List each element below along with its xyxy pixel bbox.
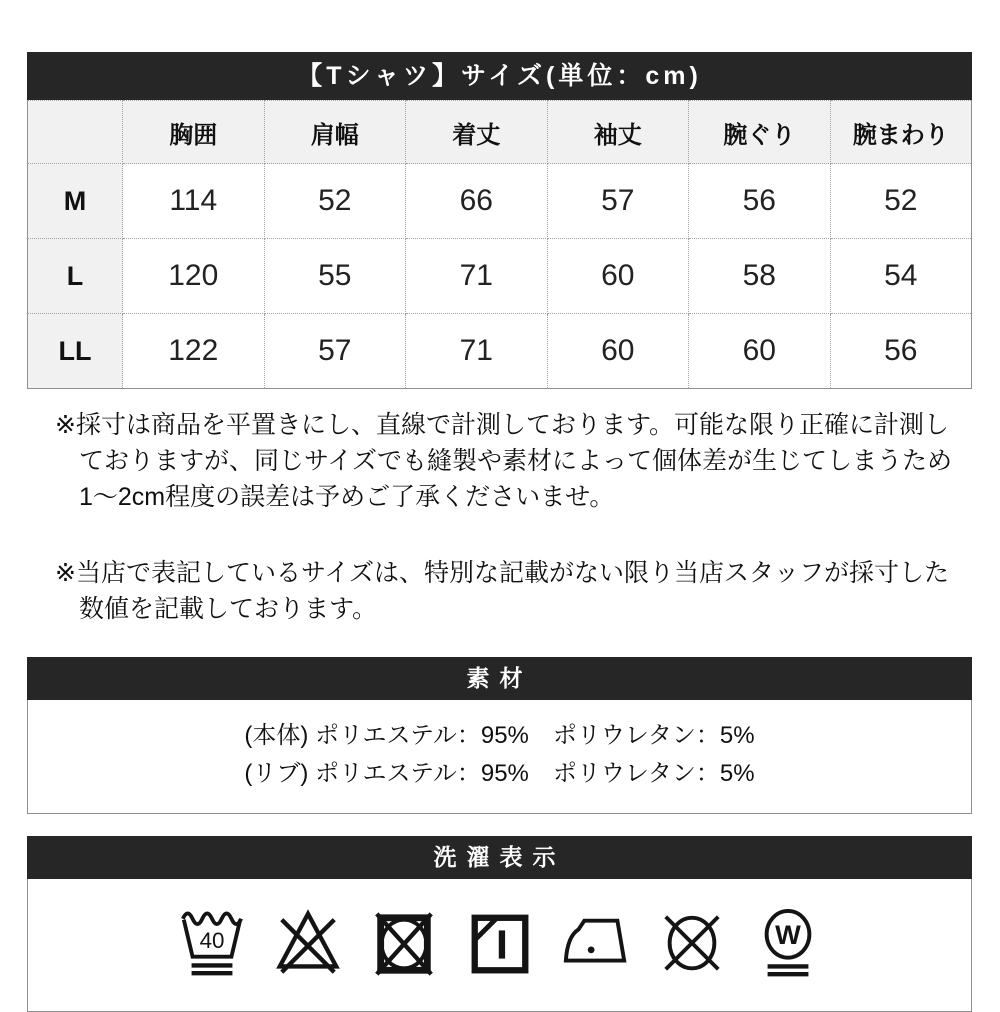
size-label: LL — [28, 314, 123, 389]
note-line: 数値を記載しております。 — [79, 595, 378, 623]
line-dry-in-shade-icon — [465, 904, 535, 986]
measurement-cell: 60 — [689, 314, 831, 389]
table-row-m — [28, 164, 972, 239]
material-line-body: (本体) ポリエステル：95% ポリウレタン：5% — [244, 722, 755, 749]
do-not-tumble-dry-icon — [369, 904, 439, 986]
measurement-cell: 66 — [406, 164, 548, 239]
note-size-source — [27, 555, 972, 627]
size-table-corner-cell — [28, 101, 123, 164]
measurement-cell: 52 — [830, 164, 972, 239]
measurement-cell: 122 — [123, 314, 265, 389]
size-table-title-bar — [27, 52, 972, 100]
table-row-ll — [28, 314, 972, 389]
care-icons-row — [27, 879, 972, 1012]
measurement-cell: 71 — [406, 314, 548, 389]
measurement-cell: 120 — [123, 239, 265, 314]
measurement-cell: 60 — [547, 239, 689, 314]
measurement-cell: 57 — [264, 314, 406, 389]
material-header: 素材 — [466, 665, 533, 691]
column-header-armhole: 腕ぐり — [689, 101, 831, 164]
svg-text:40: 40 — [199, 927, 224, 953]
note-line: ※採寸は商品を平置きにし、直線で計測しております。可能な限り正確に計測し — [55, 411, 949, 439]
column-header-sleeve: 袖丈 — [547, 101, 689, 164]
size-table-title: 【Tシャツ】サイズ(単位：cm) — [297, 62, 702, 90]
note-line: ※当店で表記しているサイズは、特別な記載がない限り当店スタッフが採寸した — [55, 559, 949, 587]
do-not-bleach-icon — [273, 904, 343, 986]
material-line-rib: (リブ) ポリエステル：95% ポリウレタン：5% — [244, 760, 755, 787]
table-row-l — [28, 239, 972, 314]
material-content — [27, 700, 972, 814]
svg-text:W: W — [774, 919, 801, 951]
measurement-cell: 56 — [689, 164, 831, 239]
measurement-cell: 55 — [264, 239, 406, 314]
column-header-chest: 胸囲 — [123, 101, 265, 164]
machine-wash-40-very-mild-icon — [177, 904, 247, 986]
do-not-dry-clean-icon — [657, 904, 727, 986]
note-line: ておりますが、同じサイズでも縫製や素材によって個体差が生じてしまうため — [79, 447, 953, 475]
measurement-cell: 57 — [547, 164, 689, 239]
measurement-cell: 60 — [547, 314, 689, 389]
column-header-length: 着丈 — [406, 101, 548, 164]
measurement-cell: 114 — [123, 164, 265, 239]
measurement-cell: 71 — [406, 239, 548, 314]
size-label: L — [28, 239, 123, 314]
wet-clean-very-gentle-icon — [753, 904, 823, 986]
size-table — [27, 100, 972, 389]
measurement-cell: 54 — [830, 239, 972, 314]
notes — [27, 407, 972, 627]
measurement-cell: 52 — [264, 164, 406, 239]
care-header-bar — [27, 836, 972, 879]
column-header-arm-width: 腕まわり — [830, 101, 972, 164]
note-measurement-method — [27, 407, 972, 515]
note-line: 1〜2cm程度の誤差は予めご了承くださいませ。 — [79, 483, 615, 511]
size-chart-page — [27, 52, 972, 1012]
material-header-bar — [27, 657, 972, 700]
material-section — [27, 657, 972, 814]
care-section — [27, 836, 972, 1012]
size-label: M — [28, 164, 123, 239]
size-table-header-row — [28, 101, 972, 164]
measurement-cell: 58 — [689, 239, 831, 314]
measurement-cell: 56 — [830, 314, 972, 389]
column-header-shoulder: 肩幅 — [264, 101, 406, 164]
iron-low-heat-icon — [561, 904, 631, 986]
care-header: 洗濯表示 — [433, 844, 566, 870]
